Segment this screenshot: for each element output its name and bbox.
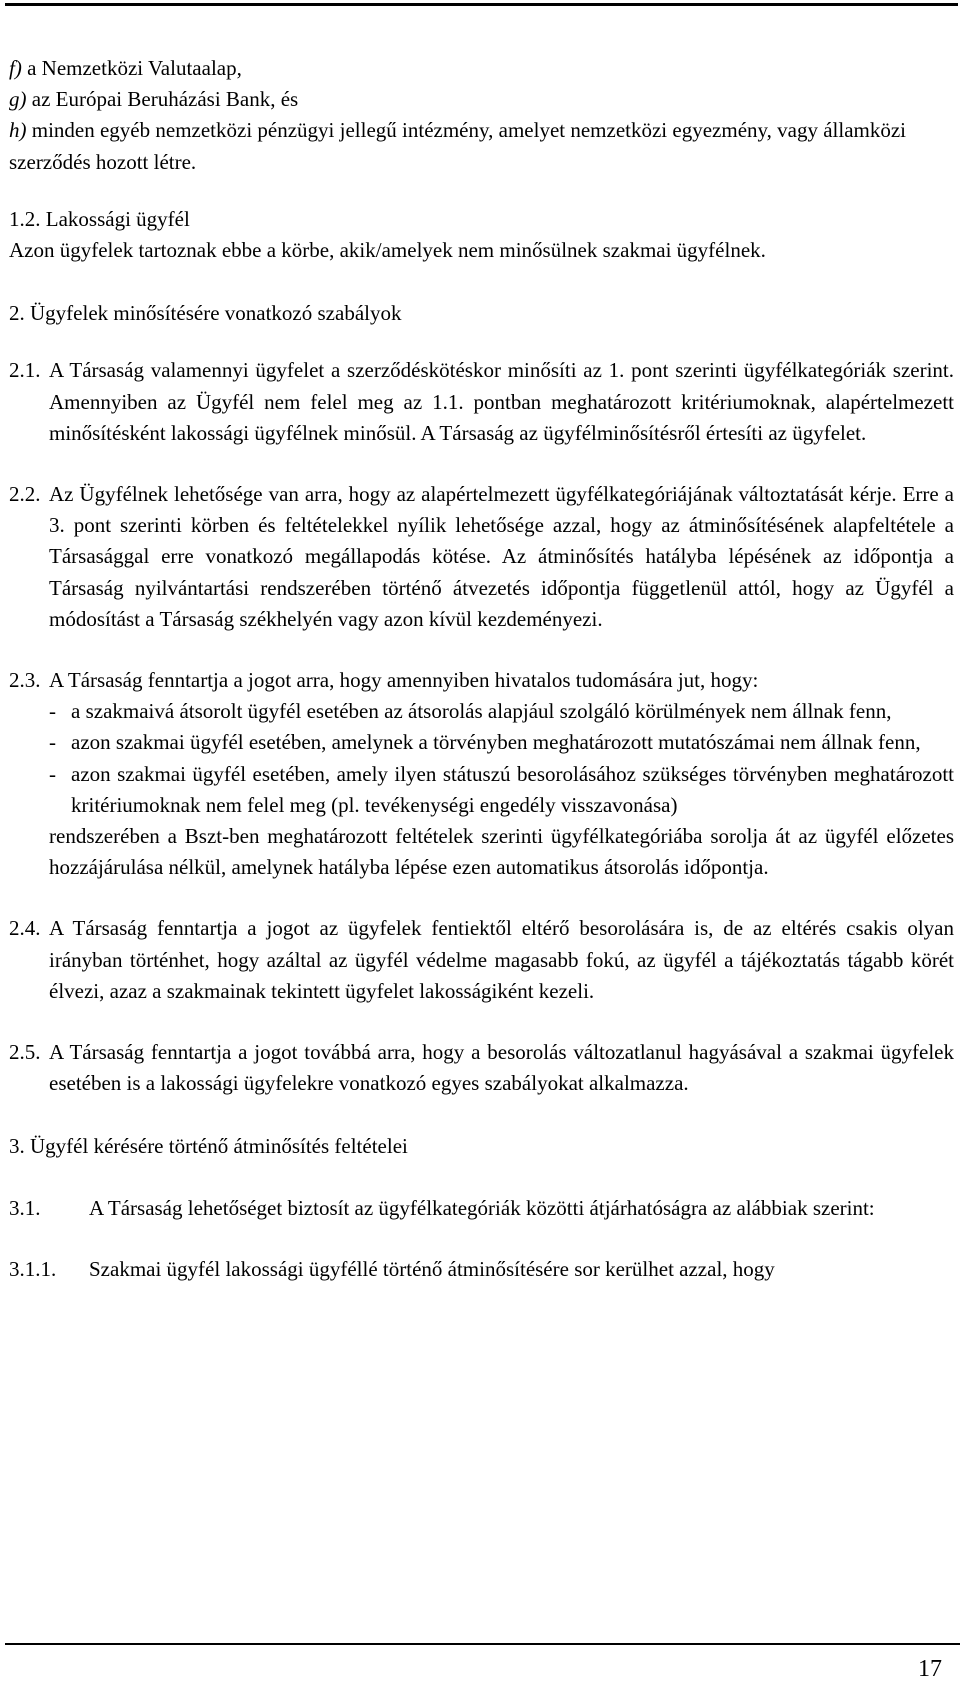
condition-list — [49, 696, 954, 883]
paragraph-number: 2.5. — [9, 1040, 41, 1065]
list-item — [9, 53, 954, 84]
paragraph-text: A Társaság lehetőséget biztosít az ügyfélkategóriák közötti átjárhatóságra az alábbiak szerint: — [89, 1195, 875, 1220]
paragraph-text: Az Ügyfélnek lehetősége van arra, hogy az alapértelmezett ügyfélkategóriájának változtatását kérje. Erre a 3. pont szerinti körben és feltételekkel nyílik lehetősége azzal, hogy az átminősítésének alapfeltétele a Társasággal erre vonatkozó megállapodás kötése. Az átminősítés hatályba lépésének az időpontja a Társaság nyilvántartási rendszerében történő átvezetés időpontja függetlenül attól, hogy az Ügyfél a módosítást a Társaság székhelyén vagy azon kívül kezdeményezi. — [49, 482, 954, 631]
paragraph-3-1-1 — [9, 1254, 954, 1285]
list-item-text: azon szakmai ügyfél esetében, amelynek a törvényben meghatározott mutatószámai nem állnak fenn, — [71, 730, 921, 755]
paragraph-text: A Társaság fenntartja a jogot továbbá arra, hogy a besorolás változatlanul hagyásával a szakmai ügyfelek esetében is a lakossági ügyfelekre vonatkozó egyes szabályokat alkalmazza. — [49, 1040, 954, 1096]
institution-list — [9, 53, 954, 178]
paragraph-number: 3.1.1. — [9, 1256, 57, 1281]
paragraph-text: A Társaság fenntartja a jogot arra, hogy amennyiben hivatalos tudomására jut, hogy: — [49, 668, 759, 693]
paragraph-text: A Társaság fenntartja a jogot az ügyfelek fentiektől eltérő besorolására is, de az eltérés csakis olyan irányban történhet, hogy azáltal az ügyfél védelme magasabb fokú, az ügyfél a tájékoztatás tágabb körét élvezi, azaz a szakmainak tekintett ügyfelet lakosságiként kezeli. — [49, 916, 954, 1003]
list-item-text: a Nemzetközi Valutaalap, — [21, 56, 242, 80]
list-marker: h) — [9, 118, 27, 143]
list-marker: f) — [9, 56, 22, 80]
paragraph-2-5 — [9, 1037, 954, 1099]
paragraph-text: rendszerében a Bszt-ben meghatározott feltételek szerinti ügyfélkategóriába sorolja át az ügyfél előzetes hozzájárulása nélkül, amelynek hatályba lépése ezen automatikus átsorolás időpontja. — [49, 824, 954, 880]
paragraph-3-1 — [9, 1193, 954, 1224]
list-item — [49, 727, 954, 758]
paragraph-2-4 — [9, 913, 954, 1007]
paragraph-number: 3.1. — [9, 1195, 41, 1220]
document-body — [9, 53, 954, 1285]
section-heading-3: 3. Ügyfél kérésére történő átminősítés feltételei — [9, 1134, 408, 1159]
paragraph-text: A Társaság valamennyi ügyfelet a szerződéskötéskor minősíti az 1. pont szerinti ügyfélkategóriák szerint. Amennyiben az Ügyfél nem felel meg az 1.1. pontban meghatározott kritériumoknak, alapértelmezett minősítésként lakossági ügyfélnek minősül. A Társaság az ügyfélminősítésről értesíti az ügyfelet. — [49, 358, 954, 445]
section-text-1-2: Azon ügyfelek tartoznak ebbe a körbe, akik/amelyek nem minősülnek szakmai ügyfélnek. — [9, 238, 766, 263]
paragraph-text: Szakmai ügyfél lakossági ügyféllé történő átminősítésére sor kerülhet azzal, hogy — [89, 1256, 775, 1281]
section-heading-2: 2. Ügyfelek minősítésére vonatkozó szabályok — [9, 301, 402, 326]
paragraph-number: 2.4. — [9, 916, 41, 941]
list-item-text: az Európai Beruházási Bank, és — [26, 87, 299, 112]
paragraph-number: 2.1. — [9, 358, 41, 383]
list-item — [9, 84, 954, 115]
list-marker: g) — [9, 87, 27, 112]
paragraph-2-1 — [9, 355, 954, 449]
list-dash: - — [49, 761, 56, 786]
top-rule — [5, 3, 958, 6]
list-dash: - — [49, 699, 56, 724]
list-item-text: azon szakmai ügyfél esetében, amely ilyen státuszú besorolásához szükséges törvényben meghatározott kritériumoknak nem felel meg (pl. tevékenységi engedély visszavonása) — [71, 761, 954, 817]
paragraph-2-3 — [9, 665, 954, 696]
page-number: 17 — [918, 1656, 942, 1682]
footer-rule — [5, 1643, 960, 1645]
list-item — [9, 115, 954, 177]
list-item-text: minden egyéb nemzetközi pénzügyi jellegű intézmény, amelyet nemzetközi egyezmény, vagy államközi szerződés hozott létre. — [9, 118, 907, 174]
paragraph-number: 2.3. — [9, 668, 41, 693]
list-item — [49, 696, 954, 727]
paragraph-2-2 — [9, 479, 954, 635]
list-item-text: a szakmaivá átsorolt ügyfél esetében az átsorolás alapjául szolgáló körülmények nem állnak fenn, — [71, 699, 892, 724]
paragraph-number: 2.2. — [9, 482, 41, 507]
list-item — [49, 759, 954, 821]
section-heading-1-2: 1.2. Lakossági ügyfél — [9, 206, 190, 231]
list-dash: - — [49, 730, 56, 755]
